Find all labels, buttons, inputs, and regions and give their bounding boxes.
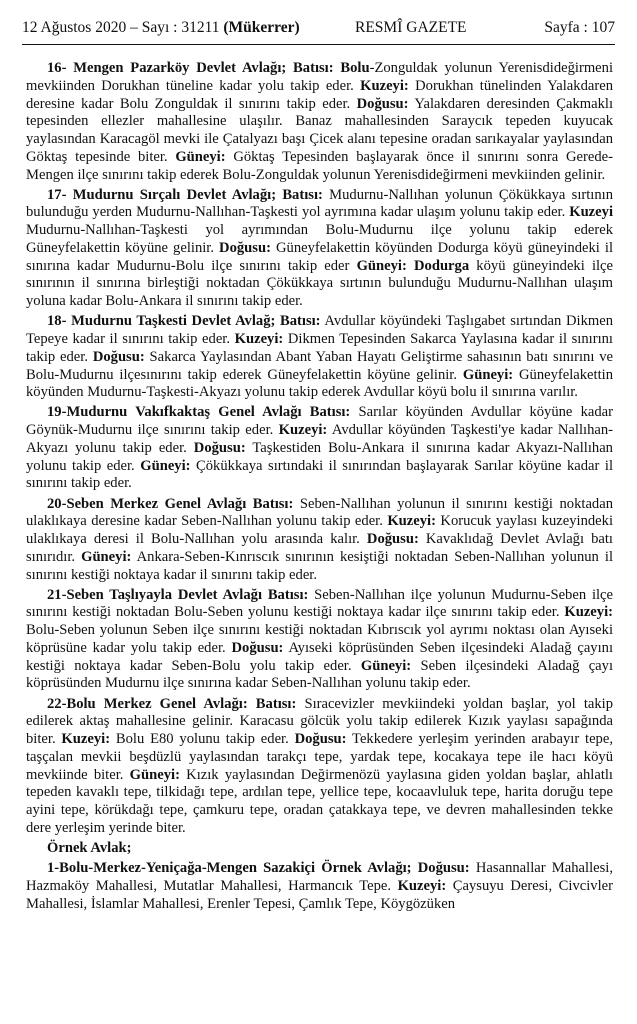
bold-term: Kuzeyi: — [360, 77, 409, 94]
paragraph-text: Taşkestiden Bolu-Ankara il sınırına kadar Akyazı-Nallıhan yolunu takip eder. — [26, 439, 613, 474]
bold-term: Kuzeyi: — [387, 513, 436, 530]
header-page-number: Sayfa : 107 — [544, 19, 615, 36]
paragraph-avlak-17 — [26, 187, 613, 311]
bold-term: Doğusu: — [231, 639, 284, 656]
paragraph-text: Bolu-Seben yolunun Seben ilçe sınırını kestiği noktadan Kıbrıscık yol ayrımı noktası olan Ayıseki köprüsüne kadar yolu takip eder. — [26, 622, 613, 656]
bold-term: Kuzeyi: — [278, 422, 328, 439]
paragraph-text: Kızık yaylasından Değirmenözü yaylasına giden yoldan başlar, ahlatlı tepeden kavaklı tepe, tilkidağı tepe, ardılan tepe, yellice tepe, kocaavluluk tepe, harita doruğu tepe ayini tepe, körükdağı tepe, çamkuru tepe, oradan çatakkaya tepe, ve devren mahallesinden tekke dere yerleşim yerinde biter. — [26, 766, 613, 836]
paragraph-text: Seben-Nallıhan ilçe yolunun Mudurnu-Seben ilçe sınırını kestiği noktadan Bolu-Seben yolunu kestiği noktaya kadar ilçe sınırını takip eder. — [26, 586, 614, 621]
bold-term: 22-Bolu Merkez Genel Avlağı: Batısı: — [47, 695, 297, 712]
paragraph-text: Güneyfelakettin köyünden Dodurga köyü güneyindeki il sınırına kadar Mudurnu-Bolu ilçe sınırını takip eder — [26, 239, 614, 274]
bold-term: Kuzeyi: — [564, 604, 613, 621]
bold-term: Kuzeyi: — [234, 331, 284, 348]
bold-term: Doğusu: — [92, 348, 145, 365]
header-date-issue — [22, 18, 300, 38]
bold-term: Güneyi: — [81, 548, 132, 565]
paragraph-ornek-avlak-1 — [26, 860, 613, 913]
bold-term: 1-Bolu-Merkez-Yeniçağa-Mengen Sazakiçi Örnek Avlağı; Doğusu: — [47, 860, 470, 877]
bold-term: 18- Mudurnu Taşkesti Devlet Avlağ; Batısı: — [47, 313, 321, 330]
paragraph-text: Yalakdaren deresinden Çakmaklı tepesinden ellezler mahallesine ulaşılır. Banaz mahallesinden Saraycık tepeden kuyucak yaylasından Karacagöl mevki ile Çatalyazı başı Çicek alanı tepesine oradan sarıkayalar yaylasından Göktaş tepesinde biter. — [26, 95, 614, 165]
bold-term: Doğusu: — [356, 95, 409, 112]
bold-term: Güneyi: — [175, 148, 226, 165]
paragraph-text: köyü güneyindeki ilçe sınırının il sınırına birleştiği noktadan Çökükkaya sırtının bulunduğu Mudurnu-Nallıhan ulaşım yoluna kadar Bolu-Ankara il sınırını takip eder. — [26, 257, 614, 310]
paragraph-text: Mudurnu-Nallıhan yolunun Çökükkaya sırtının bulunduğu yerden Mudurnu-Nallıhan-Taşkesti yol ayrımına kadar ulaşım yolunu takip eder. — [26, 186, 613, 221]
page-header — [22, 18, 615, 40]
bold-term: Bolu — [340, 60, 370, 76]
paragraph-text: Tekkedere yerleşim yerinden arabayır tepe, taşçalan mevkii beşdüzlü yaylasından tarakçı tepe, yardak tepe, kocakaya tepe ile hacı köyü mevkiinde biter. — [26, 731, 613, 783]
bold-term: Güneyi: Dodurga — [356, 257, 470, 274]
bold-term: Güneyi: — [140, 457, 191, 474]
paragraph-list — [26, 60, 613, 838]
bold-term: 19-Mudurnu Vakıfkaktaş Genel Avlağı Batısı: — [47, 404, 351, 421]
paragraph-text: Hasannallar Mahallesi, Hazmaköy Mahallesi, Mutatlar Mahallesi, Harmancık Tepe. — [26, 860, 614, 894]
header-rule — [22, 44, 615, 45]
paragraph-text: Kavaklıdağ Devlet Avlağı batı sınırıdır. — [26, 531, 613, 565]
paragraph-text: Ankara-Seben-Kınrıscık sınırının kesiştiği noktadan Seben-Nallıhan yolunun il sınırını kestiği noktaya kadar il sınırını takip eder. — [26, 548, 613, 583]
paragraph-avlak-16 — [26, 60, 613, 184]
header-mukerrer: (Mükerrer) — [223, 19, 300, 36]
bold-term: Güneyi: — [129, 766, 180, 783]
bold-term: 21-Seben Taşlıyayla Devlet Avlağı Batısı: — [47, 586, 309, 603]
bold-term: Doğusu: — [366, 531, 419, 548]
paragraph-avlak-20 — [26, 496, 613, 585]
paragraph-text: Sıracevizler mevkiindeki yoldan başlar, yol takip edilerek aktaş mahallesine gelinir. Karacasu gölcük yolu takip edilerek Kızık yaylası sapağında biter. — [26, 695, 613, 748]
bold-term: Kuzeyi: — [61, 731, 111, 748]
paragraph-avlak-19 — [26, 404, 613, 493]
header-gazette-name: RESMÎ GAZETE — [355, 19, 467, 36]
paragraph-text: Çökükkaya sırtındaki il sınırından başlayarak Sarılar köyüne kadar il sınırını takip eder. — [26, 457, 614, 492]
bold-term: Kuzeyi: — [397, 877, 447, 894]
paragraph-text: Seben-Nallıhan yolunun il sınırını kestiği noktadan ulaklıkaya deresine kadar Seben-Nallıhan yolunu takip eder. — [26, 495, 613, 530]
document-body — [26, 60, 613, 916]
paragraph-text: Çaysuyu Deresi, Civcivler Mahallesi, İslamlar Mahallesi, Erenler Tepesi, Çamlık Tepe, Köygözüken — [26, 877, 613, 912]
paragraph-text: Bolu E80 yolunu takip eder. — [110, 731, 295, 748]
paragraph-text: Dikmen Tepesinden Sakarca Yaylasına kadar il sınırını takip eder. — [26, 331, 613, 365]
paragraph-text: Sarılar köyünden Avdullar köyüne kadar Göynük-Mudurnu ilçe sınırını takip eder. — [26, 404, 613, 439]
bold-term: 20-Seben Merkez Genel Avlağı Batısı: — [47, 495, 294, 512]
paragraph-text: Seben ilçesindeki Aladağ çayı köprüsünden Mudurnu ilçe sınırına kadar Seben-Nallıhan yolunu takip eder. — [26, 657, 614, 692]
paragraph-avlak-22 — [26, 696, 613, 838]
paragraph-text: Ayıseki köprüsünden Seben ilçesindeki Aladağ çayını kestiği noktaya kadar Seben-Bolu yolu takip eder. — [26, 639, 614, 674]
paragraph-text: Sakarca Yaylasından Abant Yaban Hayatı Geliştirme sahasının batı sınırını ve Bolu-Mudurnu ilçesınırını takip ederek Güneyfelakettin köyüne gelinir. — [26, 348, 613, 383]
subheading-ornek-avlak: Örnek Avlak; — [47, 839, 132, 856]
bold-term: Güneyi: — [462, 366, 514, 383]
paragraph-text: Güneyfelakettin köyünden Mudurnu-Taşkesti-Akyazı yolunu takip ederek Avdullar köyü bolu il sınırına varılır. — [26, 366, 613, 401]
header-date-issue-text: 12 Ağustos 2020 – Sayı : 31211 — [22, 19, 220, 36]
paragraph-text: Dorukhan tünelinden Yalakdaren deresine kadar Bolu Zonguldak il sınırını takip eder. — [26, 77, 613, 112]
bold-term: Kuzeyi — [569, 204, 613, 221]
paragraph-text: Korucuk yaylası kuzeyindeki ulaklıkaya deresi il Bolu-Nallıhan yolu arasında kalır. — [26, 513, 614, 548]
paragraph-text: -Zonguldak yolunun Yerenisdideğirmeni mevkiinden Dorukhan tüneline kadar yolu takip eder. — [26, 60, 613, 94]
bold-term: Güneyi: — [360, 657, 412, 674]
paragraph-avlak-18 — [26, 313, 613, 402]
paragraph-text: Mudurnu-Nallıhan-Taşkesti yol ayrımından Bolu-Mudurnu ilçe yolunu takip ederek Güneyfelakettin köyüne gelinir. — [26, 222, 613, 256]
bold-term: 16- Mengen Pazarköy Devlet Avlağı; Batısı: — [47, 60, 341, 76]
paragraph-text: Avdullar köyündeki Taşlıgabet sırtından Dikmen Tepeye kadar il sınırını takip eder. — [26, 313, 613, 348]
paragraph-avlak-21 — [26, 587, 613, 694]
bold-term: Doğusu: — [193, 439, 246, 456]
bold-term: Doğusu: — [294, 731, 347, 748]
paragraph-text: Göktaş Tepesinden başlayarak önce il sınırını sonra Gerede-Mengen ilçe sınırını takip ederek Bolu-Zonguldak yolunun Yerenisdideğirmeni mevkiinden gelinir. — [26, 148, 613, 183]
bold-term: Doğusu: — [219, 239, 271, 256]
bold-term: 17- Mudurnu Sırçalı Devlet Avlağı; Batısı: — [47, 186, 323, 203]
paragraph-text: Avdullar köyünden Taşkesti'ye kadar Nallıhan-Akyazı yolunu takip eder. — [26, 422, 614, 456]
